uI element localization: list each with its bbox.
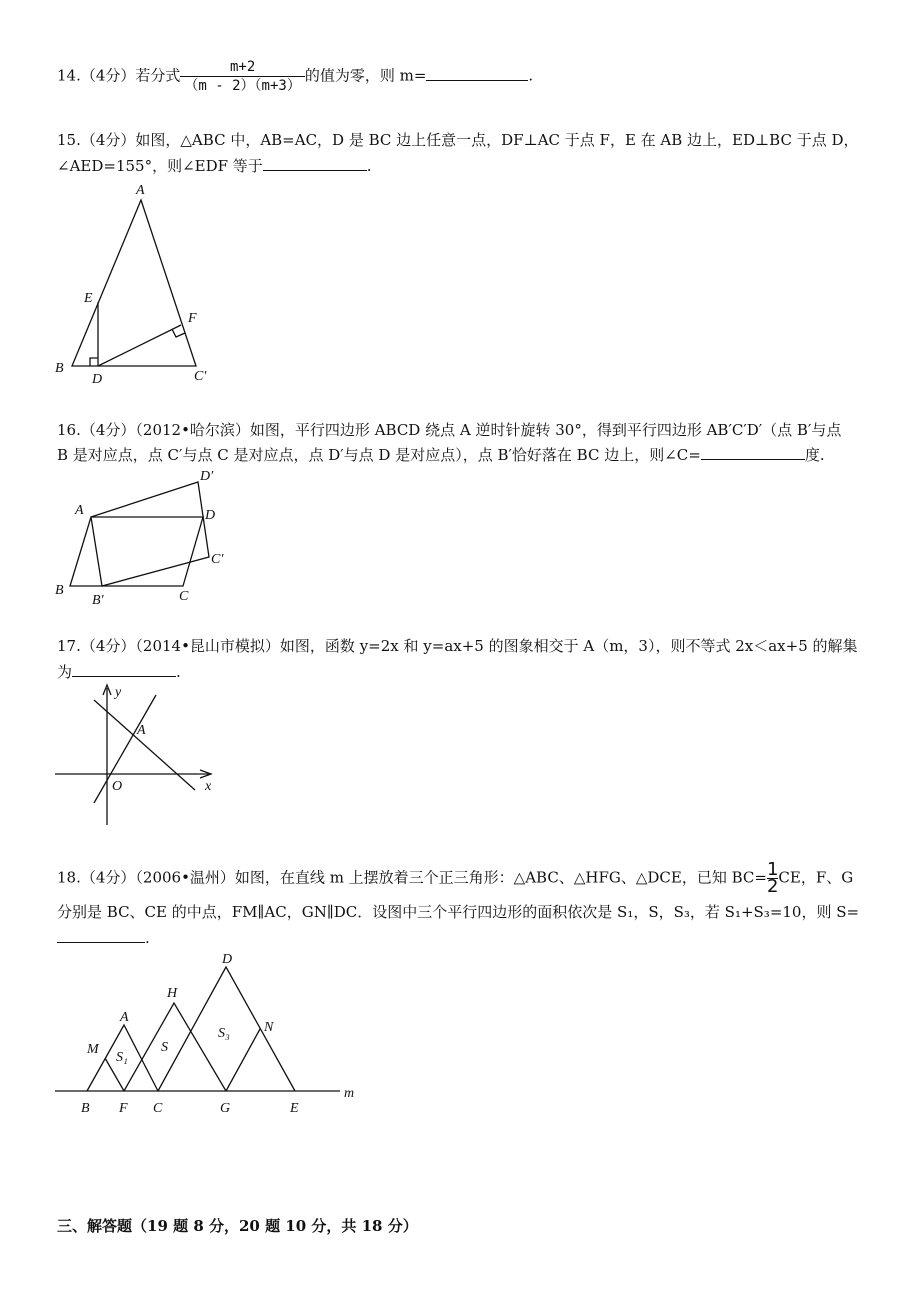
label-dp: D′: [200, 469, 214, 484]
q14-numerator: m+2: [180, 58, 304, 77]
q14-answer-blank[interactable]: [426, 66, 528, 81]
label-a: A: [137, 723, 146, 738]
q18-line1: [57, 859, 854, 897]
label-a: A: [136, 183, 145, 198]
label-h: H: [167, 986, 178, 1001]
q17-answer-blank[interactable]: [72, 662, 176, 677]
q17-line1: 17.（4分）（2014•昆山市模拟）如图，函数 y=2x 和 y=ax+5 的图象相交于 A（m，3），则不等式 2x＜ax+5 的解集: [57, 637, 858, 655]
label-m-point: M: [87, 1042, 99, 1057]
q18-figure: [50, 945, 370, 1125]
label-d: D: [205, 508, 216, 523]
label-e: E: [290, 1101, 299, 1116]
q14-line: [57, 58, 533, 95]
q16-end: 度.: [804, 446, 825, 464]
label-b: B: [55, 583, 64, 598]
label-s3: S₃: [218, 1026, 230, 1041]
label-cp: C′: [211, 552, 224, 567]
q15-figure: [50, 180, 220, 390]
label-d: D: [92, 372, 103, 387]
q16-line2: [57, 445, 825, 465]
q15-answer-blank[interactable]: [263, 156, 367, 171]
label-a: A: [75, 503, 84, 518]
label-n: N: [264, 1020, 274, 1035]
label-f: F: [188, 311, 197, 326]
triangle-hfg: [124, 1003, 226, 1091]
section-3-heading: 三、解答题（19 题 8 分，20 题 10 分，共 18 分）: [57, 1217, 418, 1235]
triangle-abc: [72, 200, 196, 366]
right-angle-f: [172, 329, 185, 337]
parallelogram-abpcpdp: [91, 482, 209, 586]
q14-denominator: （m - 2）（m+3）: [184, 78, 301, 94]
q18-frac-num: 1: [766, 859, 779, 880]
label-s: S: [161, 1040, 168, 1055]
segment-gn: [226, 1029, 260, 1091]
q16-answer-blank[interactable]: [701, 445, 805, 460]
q17-line2: [57, 662, 181, 682]
label-c: C': [194, 369, 207, 384]
q14-suffix: 的值为零，则 m=: [304, 66, 427, 85]
label-c: C: [179, 589, 189, 604]
q16-line2-text: B 是对应点，点 C′与点 C 是对应点，点 D′与点 D 是对应点），点 B′恰好落在 BC 边上，则∠C=: [57, 446, 701, 464]
q15-line2: [57, 156, 372, 176]
q18-answer-blank[interactable]: [57, 928, 145, 943]
q16-figure: [50, 464, 250, 614]
label-bp: B′: [92, 593, 104, 608]
q17-figure: [50, 680, 230, 830]
label-g: G: [220, 1101, 231, 1116]
label-a: A: [120, 1010, 129, 1025]
label-x: x: [205, 779, 212, 794]
label-c: C: [153, 1101, 163, 1116]
label-f: F: [119, 1101, 128, 1116]
q17-line2-text: 为: [57, 663, 73, 681]
line-y-2x: [94, 695, 156, 803]
q18-line2: 分别是 BC、CE 的中点，FM∥AC，GN∥DC．设图中三个平行四边形的面积依次是 S₁，S，S₃，若 S₁+S₃=10，则 S=: [57, 903, 860, 921]
label-s1: S₁: [116, 1050, 128, 1065]
q16-line1: 16.（4分）（2012•哈尔滨）如图，平行四边形 ABCD 绕点 A 逆时针旋转 30°，得到平行四边形 AB′C′D′（点 B′与点: [57, 421, 842, 439]
label-b: B: [81, 1101, 90, 1116]
q15-line2-text: ∠AED=155°，则∠EDF 等于: [57, 157, 263, 175]
q18-end: .: [145, 929, 150, 947]
q14-prefix: 14.（4分）若分式: [57, 66, 181, 85]
label-e: E: [84, 291, 93, 306]
q14-end: .: [528, 66, 534, 85]
label-d: D: [222, 952, 233, 967]
label-o: O: [112, 779, 123, 794]
q18-line1a: 18.（4分）（2006•温州）如图，在直线 m 上摆放着三个正三角形：△ABC、△HFG、△DCE，已知 BC=: [57, 868, 767, 887]
q14-fraction: [180, 58, 304, 95]
q18-line1b: CE，F、G: [778, 868, 854, 887]
label-b: B: [55, 361, 64, 376]
q15-end: .: [366, 157, 372, 175]
segment-df: [98, 325, 181, 366]
label-m-line: m: [344, 1086, 355, 1101]
q18-frac-den: 2: [766, 876, 779, 897]
q18-fraction: [766, 859, 779, 897]
right-angle-d: [90, 358, 98, 366]
label-y: y: [115, 685, 122, 700]
q15-line1: 15.（4分）如图，△ABC 中，AB=AC，D 是 BC 边上任意一点，DF⊥AC 于点 F，E 在 AB 边上，ED⊥BC 于点 D，: [57, 131, 859, 149]
q17-end: .: [176, 663, 181, 681]
parallelogram-abcd: [70, 517, 203, 586]
